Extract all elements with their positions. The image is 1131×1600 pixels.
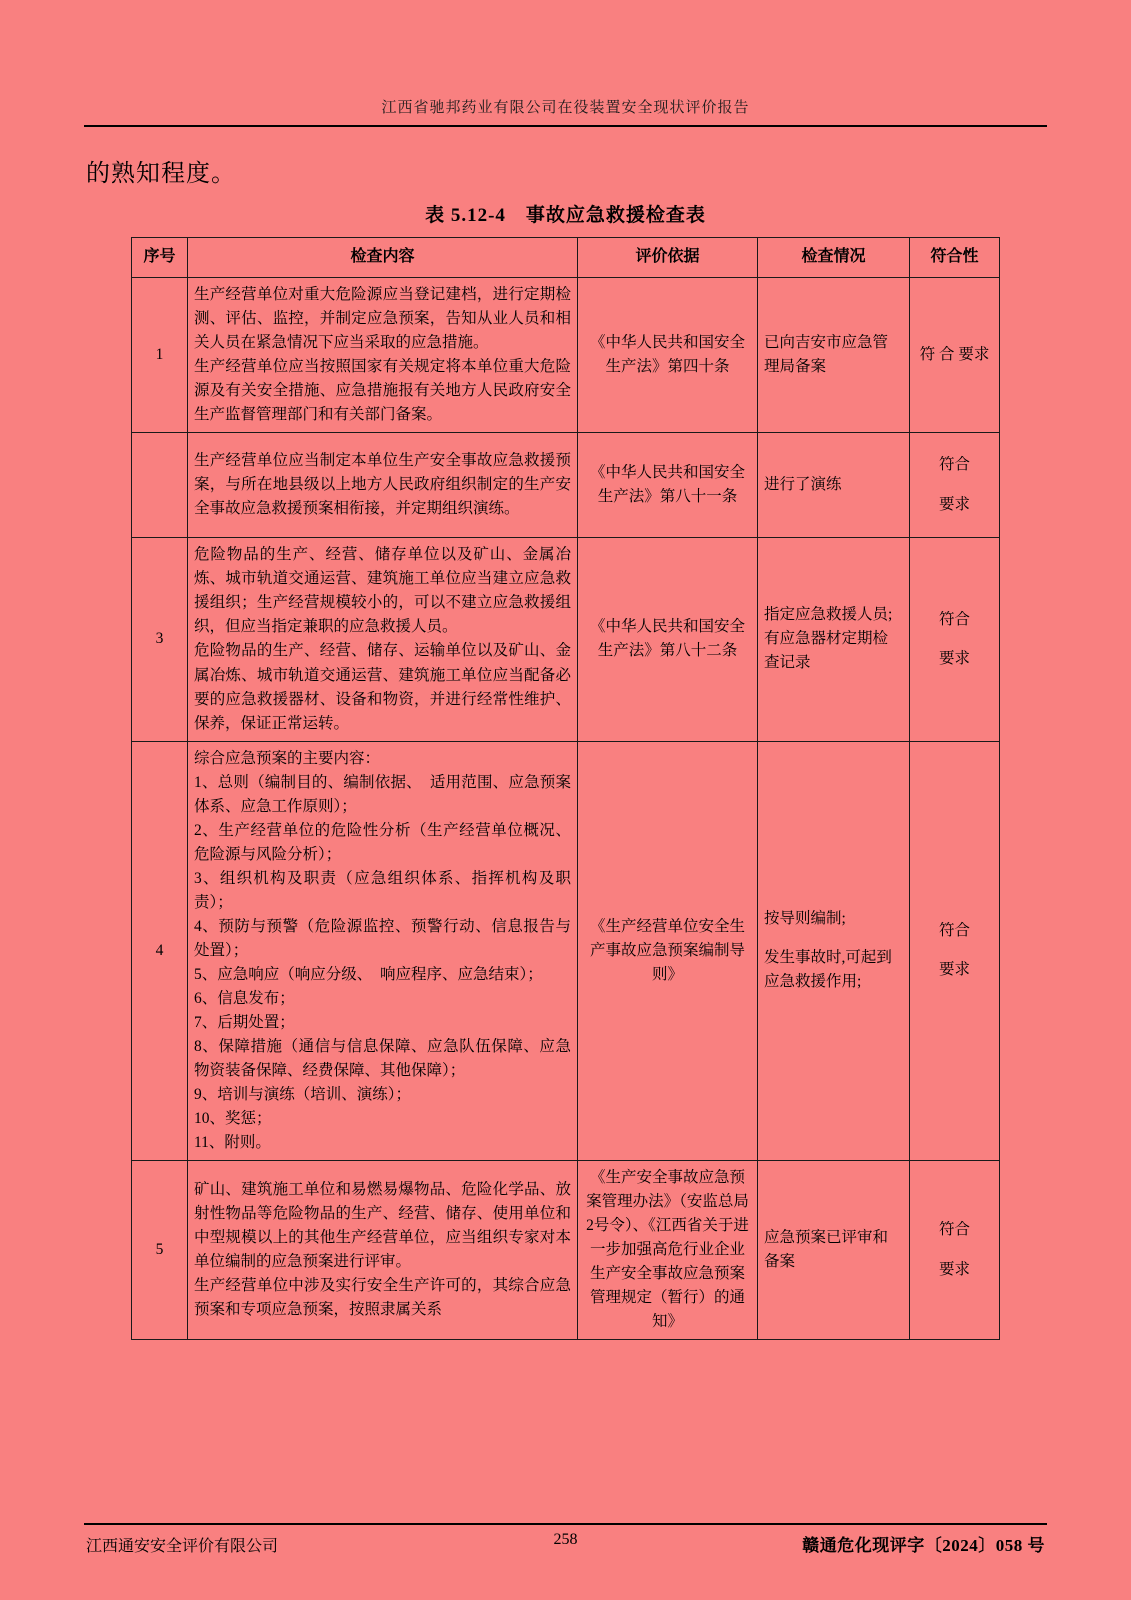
cell-basis: 《中华人民共和国安全生产法》第四十条 <box>578 277 758 432</box>
column-header-content: 检查内容 <box>188 238 578 278</box>
cell-conform: 符合 要求 <box>910 1160 1000 1339</box>
cell-content: 矿山、建筑施工单位和易燃易爆物品、危险化学品、放射性物品等危险物品的生产、经营、储存、使用单位和中型规模以上的其他生产经营单位，应当组织专家对本单位编制的应急预案进行评审。 生产经营单位中涉及实行安全生产许可的，其综合应急预案和专项应急预案，按照隶属关系 <box>188 1160 578 1339</box>
cell-conform: 符 合 要求 <box>910 277 1000 432</box>
cell-seq: 1 <box>132 277 188 432</box>
cell-content: 生产经营单位应当制定本单位生产安全事故应急救援预案，与所在地县级以上地方人民政府组织制定的生产安全事故应急救援预案相衔接，并定期组织演练。 <box>188 432 578 538</box>
emergency-rescue-check-table <box>131 237 1000 1340</box>
cell-seq <box>132 432 188 538</box>
cell-situation: 应急预案已评审和备案 <box>758 1160 910 1339</box>
table-row <box>132 1160 1000 1339</box>
cell-situation: 按导则编制; 发生事故时,可起到应急救援作用; <box>758 741 910 1160</box>
cell-situation: 已向吉安市应急管理局备案 <box>758 277 910 432</box>
table-body <box>132 277 1000 1339</box>
cell-situation: 指定应急救援人员;有应急器材定期检查记录 <box>758 538 910 741</box>
table-row <box>132 741 1000 1160</box>
column-header-basis: 评价依据 <box>578 238 758 278</box>
header-divider <box>84 125 1047 127</box>
cell-content: 综合应急预案的主要内容： 1、总则（编制目的、编制依据、 适用范围、应急预案体系、应急工作原则）； 2、生产经营单位的危险性分析（生产经营单位概况、危险源与风险分析）； 3、组织机构及职责（应急组织体系、指挥机构及职责）； 4、预防与预警（危险源监控、预警行动、信息报告与处置）； 5、应急响应（响应分级、 响应程序、应急结束）； 6、信息发布； 7、后期处置； 8、保障措施（通信与信息保障、应急队伍保障、应急物资装备保障、经费保障、其他保障）； 9、培训与演练（培训、演练）； 10、奖惩； 11、附则。 <box>188 741 578 1160</box>
cell-basis: 《中华人民共和国安全生产法》第八十一条 <box>578 432 758 538</box>
cell-situation: 进行了演练 <box>758 432 910 538</box>
header-title: 江西省驰邦药业有限公司在役装置安全现状评价报告 <box>381 100 750 116</box>
table-row <box>132 432 1000 538</box>
column-header-seq: 序号 <box>132 238 188 278</box>
footer-report-number: 赣通危化现评字〔2024〕058 号 <box>802 1536 1045 1555</box>
cell-conform: 符合 要求 <box>910 432 1000 538</box>
cell-basis: 《生产经营单位安全生产事故应急预案编制导则》 <box>578 741 758 1160</box>
footer-company: 江西通安安全评价有限公司 <box>86 1538 279 1555</box>
cell-seq: 5 <box>132 1160 188 1339</box>
cell-basis: 《生产安全事故应急预案管理办法》（安监总局2号令）、《江西省关于进一步加强高危行业企业生产安全事故应急预案管理规定（暂行）的通知》 <box>578 1160 758 1339</box>
page-number: 258 <box>553 1531 578 1548</box>
cell-basis: 《中华人民共和国安全生产法》第八十二条 <box>578 538 758 741</box>
footer-divider <box>84 1523 1047 1525</box>
table-row <box>132 538 1000 741</box>
table-title: 表 5.12-4 事故应急救援检查表 <box>425 205 706 226</box>
cell-seq: 3 <box>132 538 188 741</box>
column-header-conform: 符合性 <box>910 238 1000 278</box>
column-header-situation: 检查情况 <box>758 238 910 278</box>
cell-conform: 符合 要求 <box>910 741 1000 1160</box>
lead-paragraph: 的熟知程度。 <box>86 161 236 187</box>
cell-content: 危险物品的生产、经营、储存单位以及矿山、金属冶炼、城市轨道交通运营、建筑施工单位应当建立应急救援组织；生产经营规模较小的，可以不建立应急救援组织，但应当指定兼职的应急救援人员。 危险物品的生产、经营、储存、运输单位以及矿山、金属冶炼、城市轨道交通运营、建筑施工单位应当配备必要的应急救援器材、设备和物资，并进行经常性维护、保养，保证正常运转。 <box>188 538 578 741</box>
cell-content: 生产经营单位对重大危险源应当登记建档，进行定期检测、评估、监控，并制定应急预案，告知从业人员和相关人员在紧急情况下应当采取的应急措施。 生产经营单位应当按照国家有关规定将本单位重大危险源及有关安全措施、应急措施报有关地方人民政府安全生产监督管理部门和有关部门备案。 <box>188 277 578 432</box>
table-row <box>132 277 1000 432</box>
cell-conform: 符合 要求 <box>910 538 1000 741</box>
table-header-row <box>132 238 1000 278</box>
cell-seq: 4 <box>132 741 188 1160</box>
page-footer <box>62 1523 1069 1556</box>
footer-row <box>62 1531 1069 1556</box>
page-header <box>62 0 1069 127</box>
